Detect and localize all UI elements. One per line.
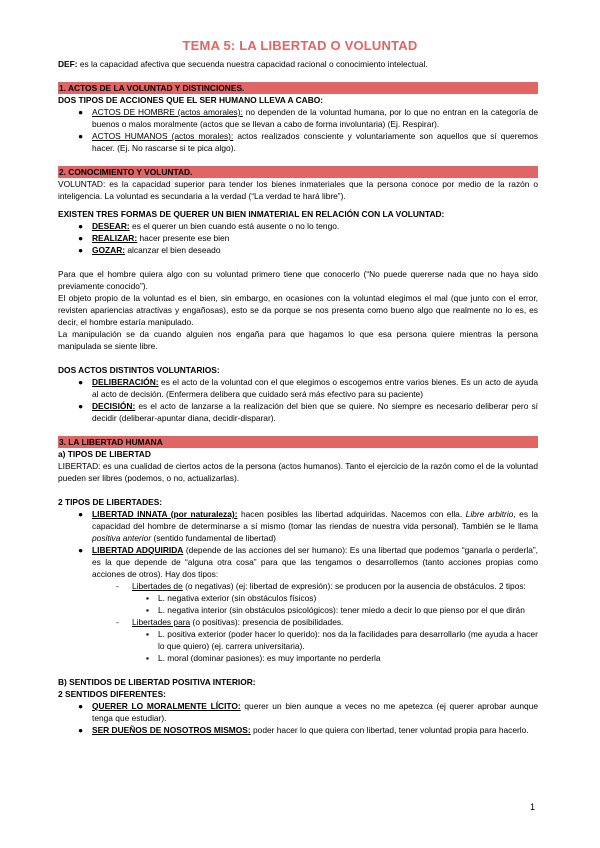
item-text: L. negativa exterior (sin obstáculos físicos): [158, 593, 317, 603]
subsection-a-heading: a) TIPOS DE LIBERTAD: [58, 449, 151, 459]
libertad-definition: LIBERTAD: es una cualidad de ciertos actos de la persona (actos humanos). Tanto el ejercicio de la razón como el de la voluntad pueden ser libres (podemos, o no, actualizarlas).: [58, 461, 538, 483]
item-term: DELIBERACIÓN:: [92, 377, 159, 387]
bullet-icon: ●: [78, 107, 84, 117]
bullet-icon: ●: [78, 131, 84, 141]
voluntad-definition: VOLUNTAD: es la capacidad superior para tender los bienes inmateriales que la persona conoce por medio de la razón o inteligencia. La voluntad es secundaria a la verdad (“La verdad te hará libre”).: [58, 179, 538, 201]
item-term: ACTOS DE HOMBRE (actos amorales):: [92, 107, 243, 117]
list-item: [58, 376, 538, 400]
item-text: alcanzar el bien deseado: [125, 245, 221, 255]
item-text: (sentido fundamental de libertad): [151, 533, 276, 543]
bullet-icon: ●: [78, 233, 84, 243]
definition: [58, 58, 538, 70]
item-text: hacer presente ese bien: [137, 233, 230, 243]
paragraph: El objeto propio de la voluntad es el bien, sin embargo, en ocasiones con la voluntad elegimos el mal (que junto con el error, revisten apariencias atractivas y engañosas), esto se da porque se nos presenta como bueno algo que realmente no lo es, es decir, el hombre estaría manipulado.: [58, 293, 538, 327]
item-term: ACTOS HUMANOS (actos morales):: [92, 131, 234, 141]
list-item: [58, 106, 538, 130]
bullet-icon: ●: [78, 401, 84, 411]
list-item: [58, 580, 538, 592]
list-item: [58, 244, 538, 256]
list-item: [58, 232, 538, 244]
item-term: QUERER LO MORALMENTE LÍCITO:: [92, 701, 241, 711]
item-text: L. negativa interior (sin obstáculos psicológicos): tener miedo a decir lo que pienso por el que dirán: [158, 605, 525, 615]
list-item: [58, 700, 538, 724]
item-term: DESEAR:: [92, 221, 130, 231]
item-term: DECISIÓN:: [92, 401, 136, 411]
sentidos-heading: 2 SENTIDOS DIFERENTES:: [58, 689, 166, 699]
list-item: [58, 604, 538, 616]
list-item: [58, 628, 538, 652]
list-item: [58, 592, 538, 604]
item-text: hacen posibles las libertad adquiridas. Nacemos con ella.: [237, 509, 466, 519]
item-text: L. moral (dominar pasiones): es muy importante no perderla: [158, 653, 381, 663]
square-bullet-icon: ▪: [146, 593, 149, 603]
bullet-icon: ●: [78, 725, 84, 735]
item-text: querer un bien aunque a veces no me apetezca (ej querer aprobar aunque tenga que estudiar).: [92, 701, 538, 723]
list-item: [58, 616, 538, 628]
list-item: [58, 508, 538, 544]
section-1-list: [58, 106, 538, 154]
item-text: es el acto de lanzarse a la realización del bien que se quiere. No siempre es necesario deliberar pero sí decidir (deliberar-apuntar diana, decidir-disparar).: [92, 401, 538, 423]
square-bullet-icon: ▪: [146, 605, 149, 615]
list-item: [58, 724, 538, 736]
formas-list: [58, 220, 538, 256]
section-2-heading: 2. CONOCIMIENTO Y VOLUNTAD.: [58, 166, 538, 178]
list-item: [58, 544, 538, 580]
item-term: LIBERTAD ADQUIRIDA: [92, 545, 184, 555]
item-text: , es la capacidad del hombre de determinarse a sí mismo (tomar las riendas de nuestra vida personal). También se le llama: [92, 509, 538, 531]
sentidos-list: [58, 700, 538, 736]
item-term: GOZAR:: [92, 245, 126, 255]
list-item: [58, 130, 538, 154]
dash-icon: -: [116, 581, 119, 591]
item-term: Libertades para: [132, 617, 191, 627]
item-text: es el acto de la voluntad con el que elegimos o escogemos entre varios bienes. Es un acto de ayuda al acto de decisión. (Enfermera delibera que cuidado será más efectivo para su paciente): [92, 377, 538, 399]
section-1-subheading: DOS TIPOS DE ACCIONES QUE EL SER HUMANO LLEVA A CABO:: [58, 95, 324, 105]
item-text: poder hacer lo que quiera con libertad, tener voluntad propia para hacerlo.: [250, 725, 529, 735]
section-3-heading: 3. LA LIBERTAD HUMANA: [58, 436, 538, 448]
item-text: (depende de las acciones del ser humano): Es una libertad que podemos “ganarla o perderla”, es la que depende de “alguna otra cosa” para que las tengamos o desarrollemos (tanto acciones propias como acciones de otros). Hay dos tipos:: [92, 545, 539, 579]
page-number: 1: [530, 802, 536, 812]
square-bullet-icon: ▪: [146, 629, 149, 639]
tipos-heading: 2 TIPOS DE LIBERTADES:: [58, 497, 163, 507]
item-italic: positiva anterior: [92, 533, 152, 543]
page-title: TEMA 5: LA LIBERTAD O VOLUNTAD: [182, 38, 418, 53]
bullet-icon: ●: [78, 701, 84, 711]
document-body: [58, 58, 538, 736]
bullet-icon: ●: [78, 377, 84, 387]
item-term: SER DUEÑOS DE NOSOTROS MISMOS:: [92, 725, 251, 735]
tipos-list: [58, 508, 538, 664]
section-1-heading: 1. ACTOS DE LA VOLUNTAD Y DISTINCIONES.: [58, 82, 538, 94]
dash-icon: -: [116, 617, 119, 627]
list-item: [58, 400, 538, 424]
item-text: L. positiva exterior (poder hacer lo querido): nos da la facilidades para desarrollarlo (me ayuda a hacer lo que quiero) (ej. carrera universitaria).: [158, 629, 538, 651]
item-text: es el querer un bien cuando está ausente o no lo tengo.: [129, 221, 340, 231]
paragraph: La manipulación se da cuando alguien nos engaña para que hagamos lo que esa persona quiere mientras la persona manipulada se siente libre.: [58, 329, 538, 351]
definition-text: es la capacidad afectiva que secuenda nuestra capacidad racional o conocimiento intelectual.: [77, 59, 428, 69]
bullet-icon: ●: [78, 545, 84, 555]
bullet-icon: ●: [78, 221, 84, 231]
item-term: REALIZAR:: [92, 233, 138, 243]
item-italic: Libre arbitrio: [465, 509, 514, 519]
item-text: (o positivas): presencia de posibilidades.: [190, 617, 344, 627]
list-item: [58, 652, 538, 664]
paragraph: Para que el hombre quiera algo con su voluntad primero tiene que conocerlo (“No puede quererse nada que no haya sido previamente conocido”).: [58, 269, 538, 291]
square-bullet-icon: ▪: [146, 653, 149, 663]
actos-heading: DOS ACTOS DISTINTOS VOLUNTARIOS:: [58, 365, 220, 375]
item-text: no dependen de la voluntad humana, por lo que no entran en la categoría de buenos o malos moralmente (actos que se llevan a cabo de forma involuntaria) (Ej. Respirar).: [92, 107, 538, 129]
list-item: [58, 220, 538, 232]
item-text: (o negativas) (ej: libertad de expresión): se producen por la ausencia de obstáculos. 2 tipos:: [182, 581, 526, 591]
formas-heading: EXISTEN TRES FORMAS DE QUERER UN BIEN INMATERIAL EN RELACIÓN CON LA VOLUNTAD:: [58, 209, 445, 219]
bullet-icon: ●: [78, 245, 84, 255]
bullet-icon: ●: [78, 509, 84, 519]
subsection-b-heading: B) SENTIDOS DE LIBERTAD POSITIVA INTERIOR:: [58, 677, 256, 687]
actos-list: [58, 376, 538, 424]
definition-label: DEF:: [58, 59, 78, 69]
item-term: Libertades de: [132, 581, 183, 591]
item-term: LIBERTAD INNATA (por naturaleza):: [92, 509, 238, 519]
item-text: actos realizados consciente y voluntariamente son aquellos que sí queremos hacer. (Ej. No rascarse si te pica algo).: [92, 131, 538, 153]
